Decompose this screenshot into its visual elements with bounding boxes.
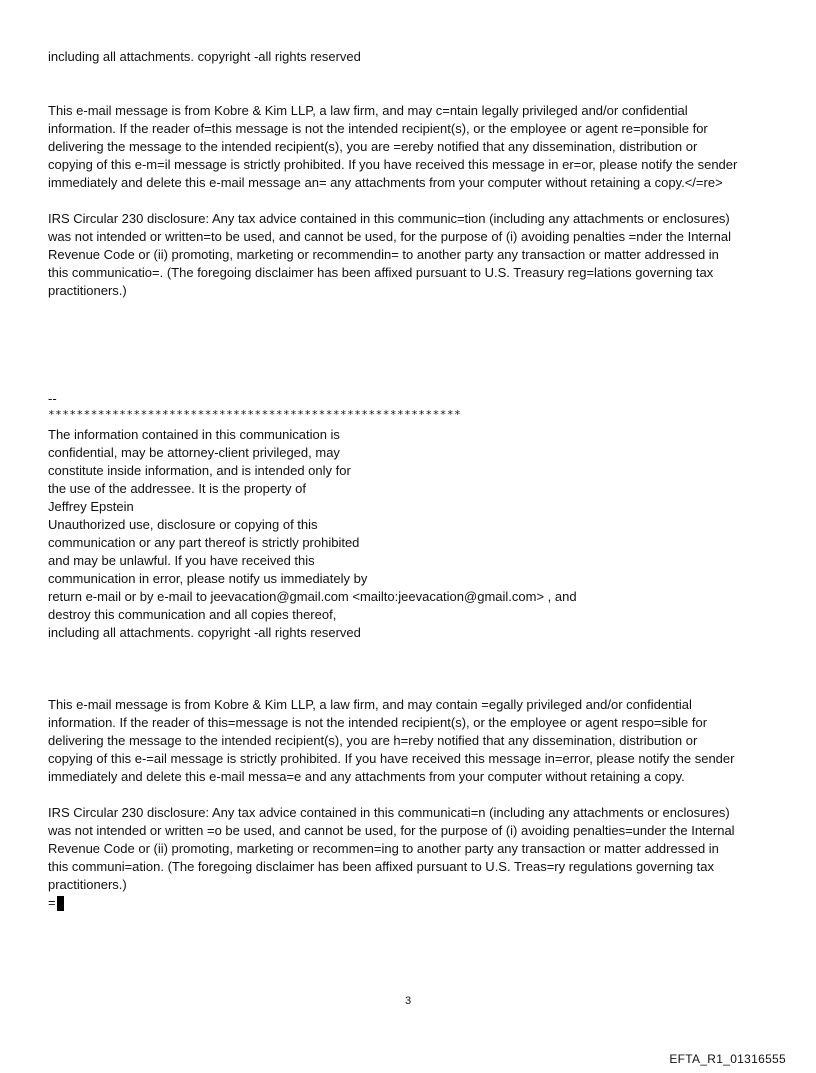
text-line: including all attachments. copyright -all rights reserved [48, 625, 361, 640]
text-line: immediately and delete this e-mail messa=e and any attachments from your computer without retaining a copy. [48, 769, 685, 784]
bates-number: EFTA_R1_01316555 [669, 1052, 786, 1066]
text-line: IRS Circular 230 disclosure: Any tax advice contained in this communicati=n (including any attachments or enclosures) [48, 805, 730, 820]
text-line: this communi=ation. (The foregoing disclaimer has been affixed pursuant to U.S. Treas=ry regulations governing tax [48, 859, 715, 874]
text-line: information. If the reader of this=message is not the intended recipient(s), or the employee or agent respo=sible for [48, 715, 708, 730]
text-line: Unauthorized use, disclosure or copying of this [48, 517, 318, 532]
text-line: was not intended or written=to be used, and cannot be used, for the purpose of (i) avoiding penalties =nder the Internal [48, 229, 731, 244]
text-line: constitute inside information, and is intended only for [48, 463, 351, 478]
confidentiality-notice [48, 426, 778, 642]
text-line: This e-mail message is from Kobre & Kim LLP, a law firm, and may c=ntain legally privileged and/or confidential [48, 103, 688, 118]
text-line: communication in error, please notify us immediately by [48, 571, 368, 586]
text-line: the use of the addressee. It is the property of [48, 481, 306, 496]
text-line: The information contained in this communication is [48, 427, 340, 442]
disclaimer-paragraph-1 [48, 102, 778, 192]
signature-dash: -- [48, 391, 57, 406]
text-line: practitioners.) [48, 877, 127, 892]
text-line: copying of this e-m=il message is strictly prohibited. If you have received this message in er=or, please notify the sender [48, 157, 738, 172]
text-line: immediately and delete this e-mail message an= any attachments from your computer without retaining a copy.</=re> [48, 175, 723, 190]
text-cursor-block [57, 896, 64, 911]
text-line: practitioners.) [48, 283, 127, 298]
text-line: delivering the message to the intended recipient(s), you are h=reby notified that any dissemination, distribution or [48, 733, 698, 748]
text-line: information. If the reader of=this message is not the intended recipient(s), or the employee or agent re=ponsible for [48, 121, 708, 136]
text-line: copying of this e-=ail message is strictly prohibited. If you have received this message in=error, please notify the sender [48, 751, 735, 766]
document-body [48, 48, 778, 912]
trailing-line [48, 894, 778, 912]
text-line: was not intended or written =o be used, and cannot be used, for the purpose of (i) avoiding penalties=under the Internal [48, 823, 735, 838]
text-line: Revenue Code or (ii) promoting, marketing or recommen=ing to another party any transaction or matter addressed in [48, 841, 719, 856]
text-line: this communicatio=. (The foregoing disclaimer has been affixed pursuant to U.S. Treasury reg=lations governing tax [48, 265, 714, 280]
trailing-equals: = [48, 895, 56, 910]
text-line: and may be unlawful. If you have received this [48, 553, 315, 568]
text-line: delivering the message to the intended recipient(s), you are =ereby notified that any dissemination, distribution or [48, 139, 698, 154]
irs-disclosure-1 [48, 210, 778, 300]
text-line: communication or any part thereof is strictly prohibited [48, 535, 360, 550]
text-line: confidential, may be attorney-client privileged, may [48, 445, 340, 460]
text-line: IRS Circular 230 disclosure: Any tax advice contained in this communic=tion (including any attachments or enclosures) [48, 211, 730, 226]
irs-disclosure-2 [48, 804, 778, 894]
disclaimer-paragraph-2 [48, 696, 778, 786]
asterisk-divider: ********************************************************** [48, 408, 462, 421]
text-line: This e-mail message is from Kobre & Kim LLP, a law firm, and may contain =egally privileged and/or confidential [48, 697, 692, 712]
page-number: 3 [404, 995, 412, 1007]
text-line: Revenue Code or (ii) promoting, marketing or recommendin= to another party any transaction or matter addressed in [48, 247, 719, 262]
top-line: including all attachments. copyright -all rights reserved [48, 49, 361, 64]
text-line: destroy this communication and all copies thereof, [48, 607, 337, 622]
text-line: return e-mail or by e-mail to jeevacation@gmail.com <mailto:jeevacation@gmail.com> , and [48, 589, 577, 604]
text-line: Jeffrey Epstein [48, 499, 134, 514]
